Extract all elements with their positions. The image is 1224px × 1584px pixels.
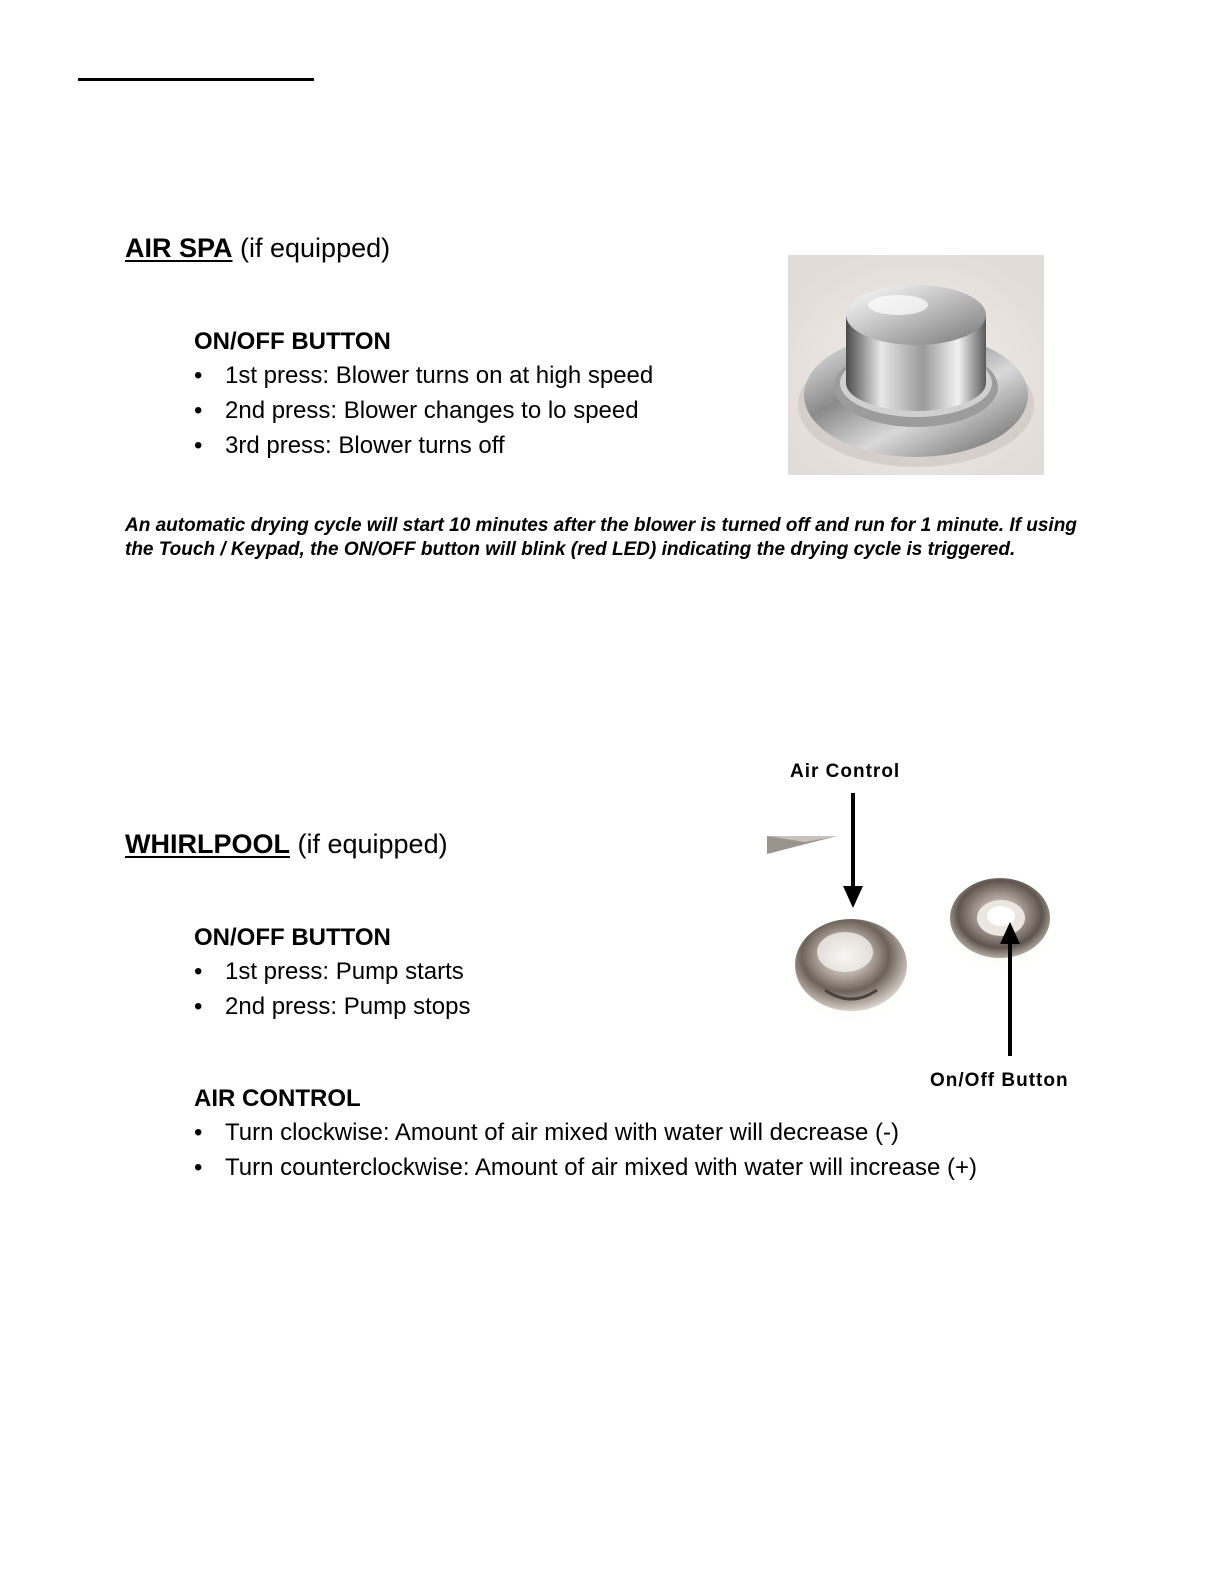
air-spa-title-suffix: (if equipped): [232, 233, 391, 263]
list-item: • 3rd press: Blower turns off: [194, 428, 653, 463]
air-control-heading: AIR CONTROL: [194, 1085, 361, 1112]
whirlpool-title-text: WHIRLPOOL: [125, 829, 290, 859]
whirlpool-title-suffix: (if equipped): [289, 829, 448, 859]
drying-cycle-note: An automatic drying cycle will start 10 minutes after the blower is turned off and run for 1 minute. If using the Touch / Keypad, the ON/OFF button will blink (red LED) indicating the drying cycle is triggered.: [125, 515, 1077, 560]
air-spa-title-text: AIR SPA: [125, 233, 233, 263]
air-spa-button-photo: [788, 255, 1044, 475]
whirlpool-onoff-heading: ON/OFF BUTTON: [194, 924, 391, 951]
air-spa-onoff-heading: ON/OFF BUTTON: [194, 328, 391, 355]
list-item: • 1st press: Pump starts: [194, 954, 470, 989]
whirlpool-onoff-bullet-list: [194, 954, 470, 1024]
list-item: • Turn counterclockwise: Amount of air mixed with water will increase (+): [194, 1150, 977, 1185]
air-control-bullet-list: [194, 1115, 977, 1185]
whirlpool-title: [125, 829, 448, 860]
list-item: • 2nd press: Pump stops: [194, 989, 470, 1024]
list-item: • Turn clockwise: Amount of air mixed with water will decrease (-): [194, 1115, 977, 1150]
list-item: • 2nd press: Blower changes to lo speed: [194, 393, 653, 428]
air-spa-title: [125, 233, 390, 264]
top-rule: [78, 78, 314, 81]
onoff-button-label: On/Off Button: [930, 1070, 1069, 1091]
air-control-label: Air Control: [790, 761, 901, 782]
list-item: • 1st press: Blower turns on at high speed: [194, 358, 653, 393]
air-spa-bullet-list: [194, 358, 653, 463]
callout-arrows: [830, 790, 1030, 1060]
